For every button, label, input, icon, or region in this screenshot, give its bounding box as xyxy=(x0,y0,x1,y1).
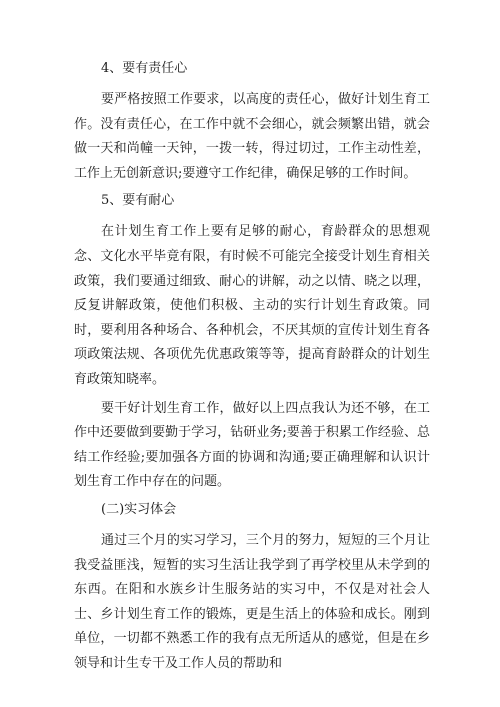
paragraph-patience: 在计划生育工作上要有足够的耐心，育龄群众的思想观念、文化水平毕竟有限，有时候不可能完全接受计划生育相关政策，我们要通过细致、耐心的讲解，动之以情、晓之以理，反复讲解政策，使他们积极、主动的实行计划生育政策。同时，要利用各种场合、各种机会，不厌其烦的宣传计划生育各项政策法规、各项优先优惠政策等等，提高育龄群众的计划生育政策知晓率。 xyxy=(74,224,430,387)
section-heading-responsibility: 4、要有责任心 xyxy=(101,61,188,76)
section-heading-internship: (二)实习体会 xyxy=(101,501,177,517)
section-heading-patience: 5、要有耐心 xyxy=(101,193,175,209)
document-body xyxy=(74,58,430,680)
paragraph-responsibility: 要严格按照工作要求，以高度的责任心，做好计划生育工作。没有责任心，在工作中就不会细心，就会频繁出错，就会做一天和尚幢一天钟，一拨一转，得过切过，工作主动性差，工作上无创新意识;要遵守工作纪律，确保足够的工作时间。 xyxy=(74,92,430,181)
paragraph-summary: 要干好计划生育工作，做好以上四点我认为还不够，在工作中还要做到要勤于学习，钻研业务;要善于积累工作经验、总结工作经验;要加强各方面的协调和沟通;要正确理解和认识计划生育工作中存在的问题。 xyxy=(74,400,430,490)
paragraph-internship: 通过三个月的实习学习，三个月的努力，短短的三个月让我受益匪浅，短暂的实习生活让我学到了再学校里从未学到的东西。在阳和水族乡计生服务站的实习中，不仅是对社会人士、乡计划生育工作的锻炼，更是生活上的体验和成长。刚到单位，一切都不熟悉工作的我有点无所适从的感觉，但是在乡领导和计生专干及工作人员的帮助和 xyxy=(74,532,430,671)
